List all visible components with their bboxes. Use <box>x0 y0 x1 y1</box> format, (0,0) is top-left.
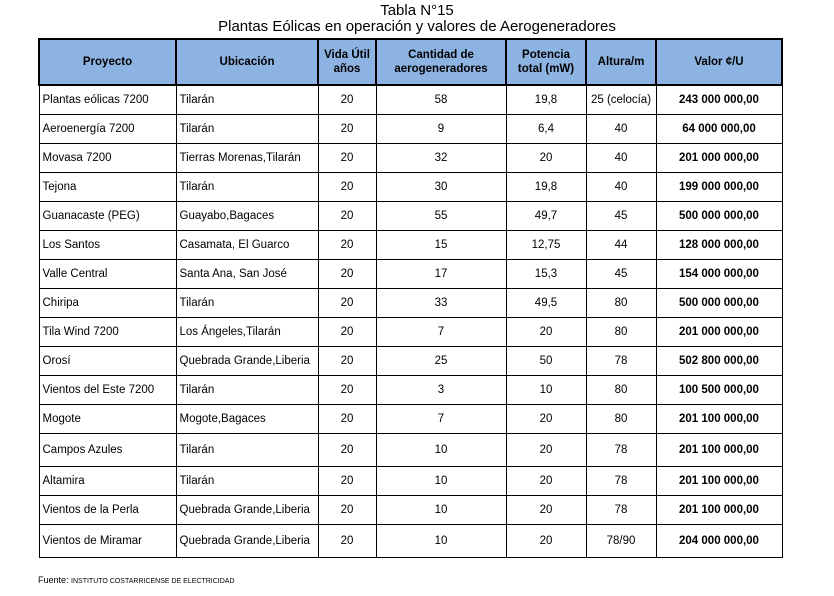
cell-turbine-count: 10 <box>376 466 506 495</box>
cell-height: 80 <box>586 375 656 404</box>
table-row <box>39 143 782 172</box>
table-row <box>39 259 782 288</box>
cell-value: 201 100 000,00 <box>656 495 782 524</box>
cell-value: 64 000 000,00 <box>656 114 782 143</box>
cell-turbine-count: 9 <box>376 114 506 143</box>
cell-turbine-count: 10 <box>376 433 506 466</box>
col-header-turbine-count: Cantidad de aerogeneradores <box>376 39 506 85</box>
cell-project: Vientos del Este 7200 <box>39 375 176 404</box>
cell-height: 45 <box>586 259 656 288</box>
cell-location: Los Ángeles,Tilarán <box>176 317 318 346</box>
table-row <box>39 114 782 143</box>
cell-turbine-count: 15 <box>376 230 506 259</box>
header-row <box>39 39 782 85</box>
table-row <box>39 466 782 495</box>
cell-height: 78 <box>586 346 656 375</box>
cell-lifespan: 20 <box>318 495 376 524</box>
col-header-height: Altura/m <box>586 39 656 85</box>
cell-value: 201 000 000,00 <box>656 143 782 172</box>
cell-power: 20 <box>506 317 586 346</box>
cell-height: 78 <box>586 466 656 495</box>
cell-turbine-count: 58 <box>376 85 506 114</box>
cell-location: Tilarán <box>176 375 318 404</box>
cell-location: Tilarán <box>176 172 318 201</box>
cell-height: 40 <box>586 172 656 201</box>
cell-power: 50 <box>506 346 586 375</box>
cell-height: 80 <box>586 288 656 317</box>
cell-lifespan: 20 <box>318 375 376 404</box>
cell-power: 6,4 <box>506 114 586 143</box>
cell-turbine-count: 55 <box>376 201 506 230</box>
cell-value: 201 100 000,00 <box>656 466 782 495</box>
cell-value: 500 000 000,00 <box>656 201 782 230</box>
cell-lifespan: 20 <box>318 85 376 114</box>
cell-lifespan: 20 <box>318 201 376 230</box>
cell-turbine-count: 25 <box>376 346 506 375</box>
cell-project: Valle Central <box>39 259 176 288</box>
cell-value: 201 100 000,00 <box>656 433 782 466</box>
source-note <box>38 575 235 585</box>
cell-power: 19,8 <box>506 172 586 201</box>
cell-project: Vientos de Miramar <box>39 524 176 557</box>
table-row <box>39 524 782 557</box>
cell-power: 12,75 <box>506 230 586 259</box>
cell-height: 25 (celocía) <box>586 85 656 114</box>
cell-value: 154 000 000,00 <box>656 259 782 288</box>
cell-lifespan: 20 <box>318 230 376 259</box>
cell-height: 78 <box>586 433 656 466</box>
cell-project: Chiripa <box>39 288 176 317</box>
cell-power: 20 <box>506 433 586 466</box>
cell-power: 20 <box>506 495 586 524</box>
cell-lifespan: 20 <box>318 317 376 346</box>
table-row <box>39 201 782 230</box>
table-title-block <box>0 3 834 35</box>
table-row <box>39 375 782 404</box>
cell-project: Tila Wind 7200 <box>39 317 176 346</box>
cell-project: Vientos de la Perla <box>39 495 176 524</box>
col-header-location: Ubicación <box>176 39 318 85</box>
table-row <box>39 317 782 346</box>
cell-turbine-count: 10 <box>376 524 506 557</box>
cell-project: Plantas eólicas 7200 <box>39 85 176 114</box>
source-organization: INSTITUTO COSTARRICENSE DE ELECTRICIDAD <box>71 578 235 585</box>
cell-lifespan: 20 <box>318 143 376 172</box>
cell-value: 128 000 000,00 <box>656 230 782 259</box>
cell-project: Altamira <box>39 466 176 495</box>
cell-power: 20 <box>506 404 586 433</box>
col-header-power: Potencia total (mW) <box>506 39 586 85</box>
table-body <box>39 85 782 557</box>
cell-power: 20 <box>506 143 586 172</box>
table-number: Tabla N°15 <box>380 2 454 19</box>
cell-height: 44 <box>586 230 656 259</box>
cell-lifespan: 20 <box>318 346 376 375</box>
cell-location: Tilarán <box>176 433 318 466</box>
cell-lifespan: 20 <box>318 404 376 433</box>
cell-location: Santa Ana, San José <box>176 259 318 288</box>
table-row <box>39 495 782 524</box>
cell-power: 49,7 <box>506 201 586 230</box>
table-row <box>39 346 782 375</box>
source-label: Fuente: <box>38 575 69 585</box>
cell-location: Casamata, El Guarco <box>176 230 318 259</box>
wind-plants-table <box>38 38 783 558</box>
cell-location: Tilarán <box>176 114 318 143</box>
cell-project: Mogote <box>39 404 176 433</box>
cell-location: Guayabo,Bagaces <box>176 201 318 230</box>
cell-project: Guanacaste (PEG) <box>39 201 176 230</box>
table-row <box>39 433 782 466</box>
cell-turbine-count: 17 <box>376 259 506 288</box>
table-row <box>39 85 782 114</box>
cell-turbine-count: 10 <box>376 495 506 524</box>
table-row <box>39 404 782 433</box>
cell-power: 10 <box>506 375 586 404</box>
cell-turbine-count: 3 <box>376 375 506 404</box>
cell-turbine-count: 32 <box>376 143 506 172</box>
col-header-lifespan: Vida Útil años <box>318 39 376 85</box>
cell-height: 40 <box>586 143 656 172</box>
cell-turbine-count: 30 <box>376 172 506 201</box>
cell-turbine-count: 7 <box>376 317 506 346</box>
cell-lifespan: 20 <box>318 524 376 557</box>
cell-location: Tilarán <box>176 288 318 317</box>
cell-value: 100 500 000,00 <box>656 375 782 404</box>
cell-value: 201 100 000,00 <box>656 404 782 433</box>
col-header-project: Proyecto <box>39 39 176 85</box>
cell-location: Quebrada Grande,Liberia <box>176 346 318 375</box>
cell-location: Quebrada Grande,Liberia <box>176 524 318 557</box>
cell-height: 40 <box>586 114 656 143</box>
table-row <box>39 288 782 317</box>
cell-lifespan: 20 <box>318 172 376 201</box>
cell-value: 204 000 000,00 <box>656 524 782 557</box>
table-title: Plantas Eólicas en operación y valores de Aerogeneradores <box>218 18 616 35</box>
cell-location: Tilarán <box>176 466 318 495</box>
cell-project: Movasa 7200 <box>39 143 176 172</box>
col-header-value: Valor ¢/U <box>656 39 782 85</box>
cell-value: 243 000 000,00 <box>656 85 782 114</box>
cell-project: Tejona <box>39 172 176 201</box>
cell-project: Orosí <box>39 346 176 375</box>
cell-power: 49,5 <box>506 288 586 317</box>
cell-project: Los Santos <box>39 230 176 259</box>
cell-project: Campos Azules <box>39 433 176 466</box>
cell-height: 80 <box>586 317 656 346</box>
cell-lifespan: 20 <box>318 114 376 143</box>
table-row <box>39 172 782 201</box>
cell-power: 20 <box>506 524 586 557</box>
cell-lifespan: 20 <box>318 288 376 317</box>
cell-power: 19,8 <box>506 85 586 114</box>
cell-lifespan: 20 <box>318 259 376 288</box>
cell-project: Aeroenergía 7200 <box>39 114 176 143</box>
cell-value: 199 000 000,00 <box>656 172 782 201</box>
cell-height: 80 <box>586 404 656 433</box>
cell-location: Tilarán <box>176 85 318 114</box>
cell-height: 45 <box>586 201 656 230</box>
cell-value: 502 800 000,00 <box>656 346 782 375</box>
cell-value: 201 000 000,00 <box>656 317 782 346</box>
cell-turbine-count: 7 <box>376 404 506 433</box>
cell-power: 15,3 <box>506 259 586 288</box>
cell-location: Quebrada Grande,Liberia <box>176 495 318 524</box>
cell-location: Tierras Morenas,Tilarán <box>176 143 318 172</box>
cell-location: Mogote,Bagaces <box>176 404 318 433</box>
cell-value: 500 000 000,00 <box>656 288 782 317</box>
cell-power: 20 <box>506 466 586 495</box>
cell-lifespan: 20 <box>318 433 376 466</box>
cell-height: 78 <box>586 495 656 524</box>
cell-lifespan: 20 <box>318 466 376 495</box>
table-row <box>39 230 782 259</box>
cell-height: 78/90 <box>586 524 656 557</box>
cell-turbine-count: 33 <box>376 288 506 317</box>
